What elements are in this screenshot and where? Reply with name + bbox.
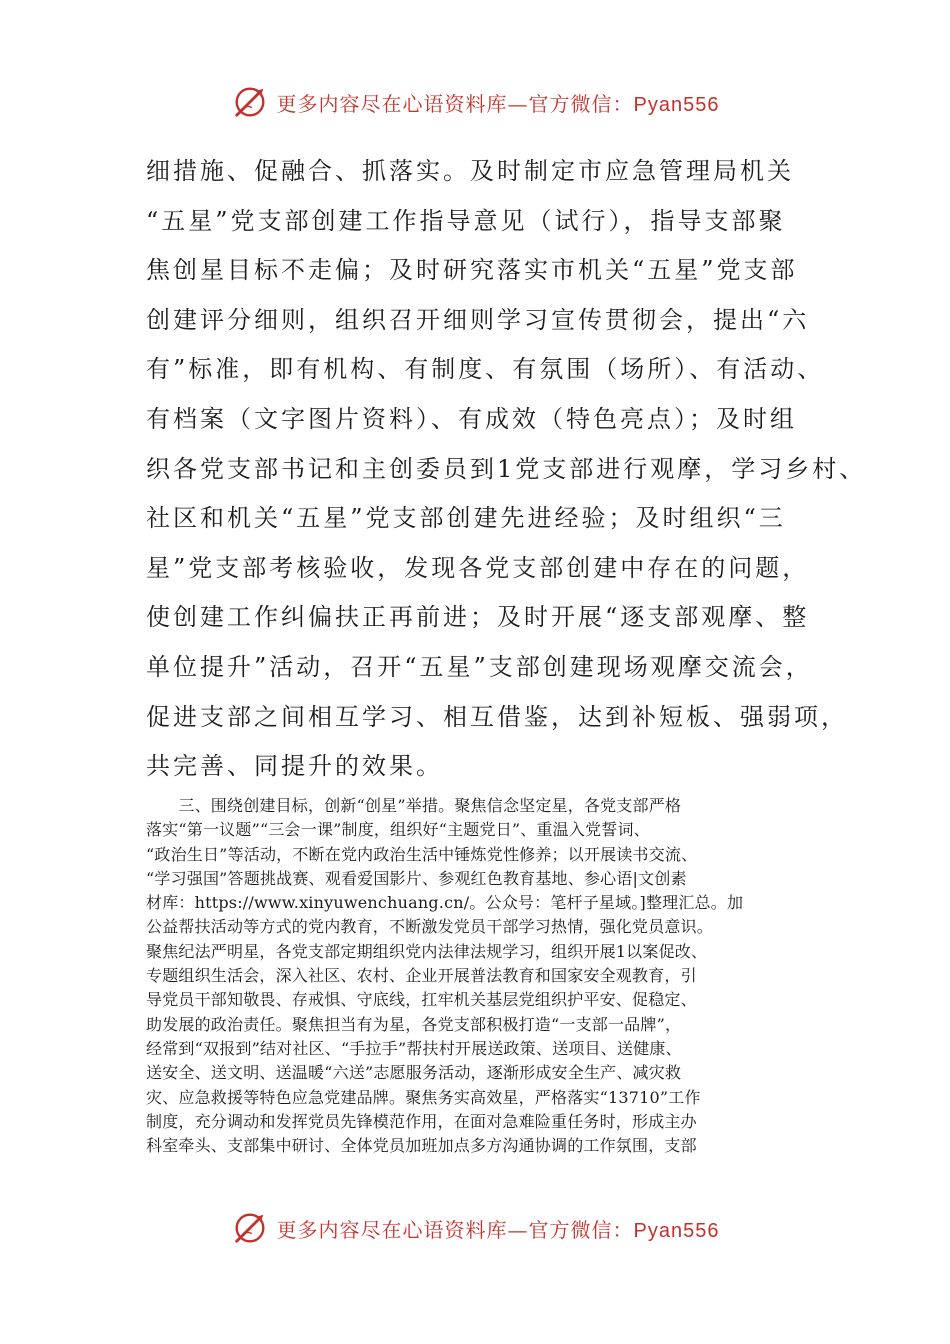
text-line: 共完善、同提升的效果。	[146, 752, 443, 781]
text-line: “政治生日”等活动，不断在党内政治生活中锤炼党性修养；以开展读书交流、	[146, 844, 698, 864]
wechat-id: Pyan556	[633, 1219, 720, 1242]
text-line: 创建评分细则，组织召开细则学习宣传贯彻会，提出“六	[146, 305, 810, 334]
text-line: 经常到“双报到”结对社区、“手拉手”帮扶村开展送政策、送项目、送健康、	[146, 1038, 682, 1058]
pen-logo-icon	[231, 1209, 269, 1247]
text-line: 专题组织生活会，深入社区、农村、企业开展普法教育和国家安全观教育，引	[146, 966, 697, 986]
text-line: 有”标准，即有机构、有制度、有氛围（场所）、有活动、	[146, 355, 825, 384]
footer-watermark-banner	[0, 1208, 950, 1248]
text-line: 灾、应急救援等特色应急党建品牌。聚焦务实高效星，严格落实“13710”工作	[146, 1087, 701, 1107]
text-line: 细措施、促融合、抓落实。及时制定市应急管理局机关	[146, 157, 794, 185]
text-line: 助发展的政治责任。聚焦担当有为星，各党支部积极打造“一支部一品牌”，	[146, 1014, 682, 1034]
text-line: 科室牵头、支部集中研讨、全体党员加班加点多方沟通协调的工作氛围，支部	[146, 1136, 697, 1156]
watermark-text: 更多内容尽在心语资料库—官方微信：Pyan556	[276, 91, 720, 116]
small-paragraph	[146, 794, 826, 1158]
header-watermark-banner	[0, 82, 950, 122]
text-line: 星”党支部考核验收，发现各党支部创建中存在的问题，	[146, 553, 810, 582]
text-line: “五星”党支部创建工作指导意见（试行），指导支部聚	[146, 206, 786, 235]
large-paragraph	[146, 147, 867, 792]
text-line: 落实“第一议题”“三会一课”制度，组织好“主题党日”、重温入党誓词、	[146, 820, 650, 840]
watermark-text: 更多内容尽在心语资料库—官方微信：Pyan556	[276, 1217, 720, 1242]
wechat-id: Pyan556	[633, 93, 720, 116]
pen-logo-icon	[231, 83, 269, 121]
text-line: 织各党支部书记和主创委员到1党支部进行观摩，学习乡村、	[146, 454, 867, 483]
text-line: 有档案（文字图片资料）、有成效（特色亮点）；及时组	[146, 404, 797, 433]
text-line: 三、围绕创建目标，创新“创星”举措。聚焦信念坚定星，各党支部严格	[146, 796, 682, 815]
text-line: 使创建工作纠偏扶正再前进；及时开展“逐支部观摩、整	[146, 603, 810, 632]
text-line: 送安全、送文明、送温暖“六送”志愿服务活动，逐渐形成安全生产、减灾救	[146, 1063, 682, 1083]
text-line: 公益帮扶活动等方式的党内教育，不断激发党员干部学习热情，强化党员意识。	[146, 917, 714, 937]
text-line: 导党员干部知敬畏、存戒惧、守底线，扛牢机关基层党组织护平安、促稳定、	[146, 990, 697, 1010]
text-line: 材库：https://www.xinyuwenchuang.cn/。公众号：笔杆子星域。]整理汇总。加	[146, 893, 744, 913]
text-line: 焦创星目标不走偏；及时研究落实市机关“五星”党支部	[146, 256, 798, 285]
text-line: 单位提升”活动，召开“五星”支部创建现场观摩交流会，	[146, 652, 813, 681]
text-line: 聚焦纪法严明星，各党支部定期组织党内法律法规学习，组织开展1以案促改、	[146, 941, 708, 961]
text-line: 社区和机关“五星”党支部创建先进经验；及时组织“三	[146, 504, 786, 533]
text-line: “学习强国”答题挑战赛、观看爱国影片、参观红色教育基地、参心语|文创素	[146, 868, 687, 888]
text-line: 制度，充分调动和发挥党员先锋模范作用，在面对急难险重任务时，形成主办	[146, 1111, 697, 1131]
text-line: 促进支部之间相互学习、相互借鉴，达到补短板、强弱项，	[146, 702, 848, 731]
